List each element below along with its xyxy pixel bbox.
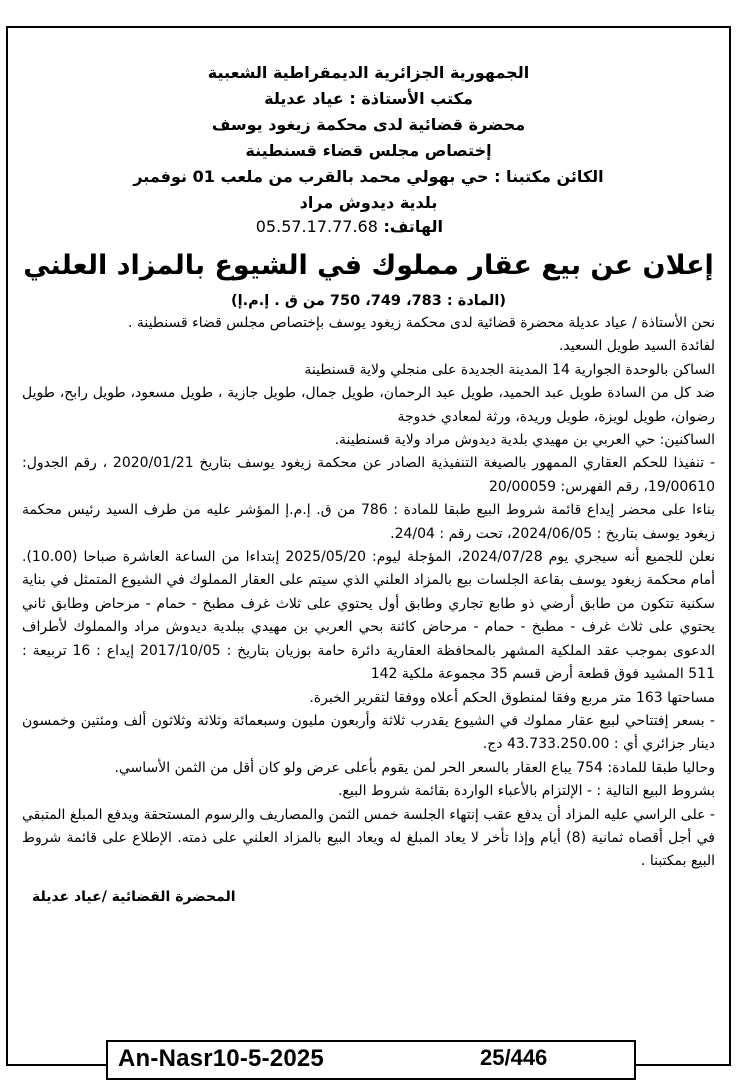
phone-number: 05.57.17.77.68 [255, 217, 378, 236]
article-754-paragraph: وحاليا طبقا للمادة: 754 يباع العقار بالسعر الحر لمن يقوم بأعلى عرض ولو كان أقل من الثمن الأساسي. [114, 759, 715, 776]
announcement-title: إعلان عن بيع عقار مملوك في الشيوع بالمزاد العلني [23, 250, 714, 281]
area-paragraph: مساحتها 163 متر مربع وفقا لمنطوق الحكم أعلاه ووفقا لتقرير الخبرة. [309, 689, 715, 706]
bailiff-heading: محضرة قضائية لدى محكمة زيغود يوسف [211, 115, 526, 134]
republic-heading: الجمهورية الجزائرية الديمقراطية الشعبية [207, 63, 530, 82]
announcement-subtitle: (المادة : 783، 749، 750 من ق . إ.م.إ) [231, 293, 506, 309]
municipality-heading: بلدية ديدوش مراد [299, 193, 438, 212]
office-heading: مكتب الأستاذة : عياد عديلة [264, 89, 473, 108]
intro-paragraph: نحن الأستاذة / عياد عديلة محضرة قضائية لدى محكمة زيغود يوسف بإختصاص مجلس قضاء قسنطينة . [127, 315, 715, 331]
publication-date: An-Nasr10-5-2025 [118, 1045, 324, 1072]
page-reference: 25/446 [480, 1045, 548, 1070]
publication-footer [106, 1040, 636, 1080]
payment-terms-paragraph: - على الراسي عليه المزاد أن يدفع عقب إنتهاء الجلسة خمس الثمن والمصاريف والرسوم المستحقة ويدفع المبلغ المتبقي في أجل أقصاه ثمانية (8) أيام وإذا تأخر لا يعاد المبلغ له ويعاد البيع بالمزاد العلني على ذمته. الإطلاع على قائمة شروط البيع بمكتبنا . [22, 806, 715, 870]
defendants-address: الساكنين: حي العربي بن مهيدي بلدية ديدوش مراد ولاية قسنطينة. [334, 432, 715, 449]
phone-label: الهاتف: [383, 217, 443, 236]
phone-line [22, 216, 715, 238]
opening-price-paragraph: - بسعر إفتتاحي لبيع عقار مملوك في الشيوع يقدرب ثلاثة وأربعون مليون وسبعمائة وثلاثة وثلاثون ألف ومئتين وخمسون دينار جزائري أي : 43.733.250.00 دج. [22, 712, 715, 753]
beneficiary-address: الساكن بالوحدة الجوارية 14 المدينة الجديدة على منجلي ولاية قسنطينة [304, 361, 715, 378]
signature: المحضرة القضائية /عياد عديلة [32, 888, 236, 905]
address-heading: الكائن مكتبنا : حي بهولي محمد بالقرب من ملعب 01 نوفمبر [133, 167, 604, 186]
deposit-paragraph: بناءا على محضر إيداع قائمة شروط البيع طبقا للمادة : 786 من ق. إ.م.إ المؤشر عليه من طرف السيد رئيس محكمة زيغود يوسف بتاريخ : 2024/06/05، تحت رقم : 24/04. [22, 502, 716, 542]
announcement-body [22, 34, 715, 908]
judgment-paragraph: - تنفيذا للحكم العقاري الممهور بالصيغة التنفيذية الصادر عن محكمة زيغود يوسف بتاريخ 2020/01/21 ، رقم الجدول: 19/00610، رقم الفهرس: 20/00059 [22, 455, 715, 495]
sale-announcement-paragraph: نعلن للجميع أنه سيجري يوم 2024/07/28، المؤجلة ليوم: 2025/05/20 إبتداءا من الساعة العاشرة صباحا (10.00). أمام محكمة زيغود يوسف بقاعة الجلسات بيع بالمزاد العلني الذي سيتم على العقار المملوك في الشيوع المتمثل في بناية سكنية تتكون من طابق أرضي ذو طابع تجاري وطابق أول يحتوي على ثلاث غرف مطبخ - حمام - مرحاض وطابق ثاني يحتوي على ثلاث غرف - مطبخ - حمام - مرحاض كائنة بحي العربي بن مهيدي ببلدية ديدوش مراد والمملوك لأطراف الدعوى بموجب عقد الملكية المشهر بالمحافظة العقارية دائرة حامة بوزيان بتاريخ : 2017/10/05 إيداع : 16 تربيعة : 511 المشيد فوق قطعة أرض قسم 35 مجموعة ملكية 142 [22, 549, 715, 683]
announcement-frame [6, 26, 731, 1066]
beneficiary-paragraph: لفائدة السيد طويل السعيد. [558, 338, 715, 355]
defendants-paragraph: ضد كل من السادة طويل عبد الحميد، طويل عبد الرحمان، طويل جمال، طويل جازية ، طويل مسعود، طويل رابح، طويل رضوان، طويل لويزة، طويل وريدة، ورثة لمعادي خدوجة [22, 385, 715, 425]
jurisdiction-heading: إختصاص مجلس قضاء قسنطينة [245, 141, 492, 160]
conditions-paragraph: بشروط البيع التالية : - الإلتزام بالأعباء الواردة بقائمة شروط البيع. [337, 783, 715, 800]
